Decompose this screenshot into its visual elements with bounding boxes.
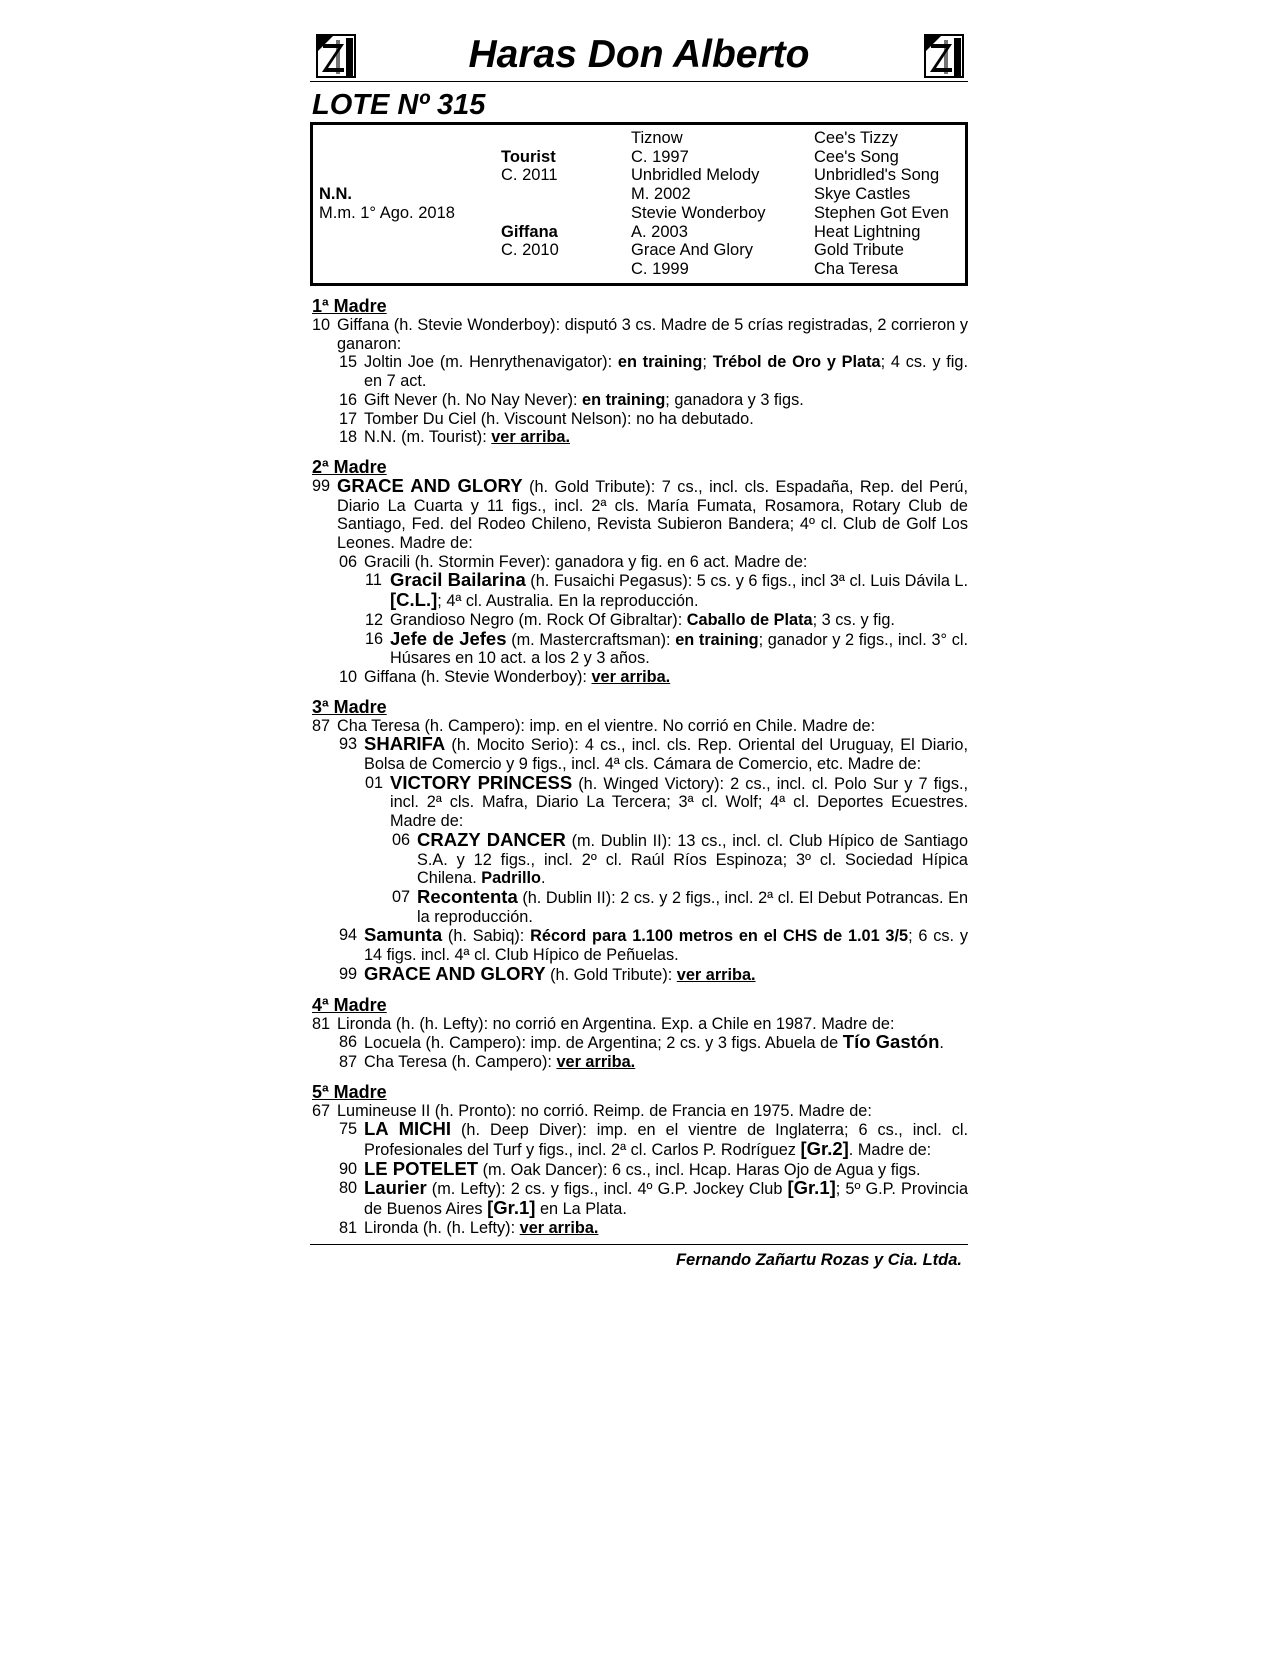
pedigree-cell — [501, 204, 631, 223]
pedigree-entry — [310, 828, 968, 888]
first-dam-section — [310, 296, 968, 447]
see-above-link: ver arriba. — [519, 1218, 599, 1237]
pedigree-row — [319, 185, 964, 204]
horse-birth: M.m. 1° Ago. 2018 — [319, 203, 455, 222]
entry-year: 99 — [339, 964, 358, 983]
pedigree-entry — [310, 627, 968, 668]
horse-name: Tío Gastón — [842, 1031, 940, 1053]
horse-name: LE POTELET — [364, 1157, 479, 1179]
entry-year: 87 — [312, 716, 331, 735]
entry-highlight: Récord para 1.100 metros en el CHS de 1.01 3/5 — [530, 927, 909, 946]
pedigree-cell: Tiznow — [631, 129, 683, 147]
horse-name: Gracil Bailarina — [390, 569, 526, 591]
entry-text: Gift Never (h. No Nay Never): — [364, 390, 583, 409]
entry-text: (m. Dublin II): 13 cs., incl. cl. Club Hípico de Santiago S.A. y 12 figs., incl. 2º cl. Raúl Ríos Espinoza; 3º cl. Sociedad Hípica Chilena. — [417, 831, 968, 888]
race-grade: [Gr.1] — [487, 1197, 536, 1219]
entry-year: 10 — [312, 316, 331, 334]
entry-highlight: en training — [617, 353, 703, 372]
see-above-link: ver arriba. — [591, 667, 671, 686]
footer-company: Fernando Zañartu Rozas y Cia. Ltda. — [675, 1250, 962, 1269]
entry-text: (h. Gold Tribute): 7 cs., incl. cls. Espadaña, Rep. del Perú, Diario La Cuarta y 11 figs., incl. 2ª cls. María Fumata, Rosamora, Rotary Club de Santiago, Fed. del Rodeo Chileno, Revista Subieron Bandera; 4º cl. Club de Golf Los Leones. Madre de: — [337, 477, 968, 553]
entry-text: . — [939, 1034, 944, 1053]
entry-text: ; — [702, 353, 713, 372]
pedigree-row — [319, 241, 964, 260]
race-grade: [C.L.] — [390, 589, 438, 611]
pedigree-cell: Cha Teresa — [814, 259, 899, 278]
pedigree-entry — [310, 571, 968, 610]
section-title: 1ª Madre — [312, 296, 387, 316]
entry-text: N.N. (m. Tourist): — [364, 428, 492, 447]
entry-text: ; 4 cs. y fig. en 7 act. — [364, 353, 968, 391]
entry-year: 87 — [339, 1052, 358, 1071]
pedigree-row — [319, 260, 964, 279]
entry-text: (h. Deep Diver): imp. en el vientre de Inglaterra; 6 cs., incl. cl. Profesionales del Turf y figs., incl. 2ª cl. Carlos P. Rodríguez — [364, 1121, 968, 1160]
zl-monogram-icon — [314, 32, 358, 80]
section-title: 5ª Madre — [312, 1081, 387, 1102]
entry-text: (m. Lefty): 2 cs. y figs., incl. 4º G.P. Jockey Club — [426, 1180, 788, 1199]
pedigree-cell — [319, 260, 501, 279]
entry-year: 16 — [365, 629, 384, 648]
pedigree-cell: Skye Castles — [814, 185, 911, 204]
entry-year: 07 — [392, 887, 411, 906]
entry-year: 17 — [339, 409, 358, 428]
entry-text: (h. Dublin II): 2 cs. y 2 figs., incl. 2ª cl. El Debut Potrancas. En la reproducción. — [417, 888, 968, 926]
entry-text: (h. Mocito Serio): 4 cs., incl. cls. Rep. Oriental del Uruguay, El Diario, Bolsa de Comercio y 9 figs., incl. 4ª cls. Cámara de Comercio, etc. Madre de: — [364, 736, 968, 774]
entry-highlight: Padrillo — [481, 869, 541, 888]
entry-text: Lumineuse II (h. Pronto): no corrió. Reimp. de Francia en 1975. Madre de: — [337, 1101, 872, 1120]
entry-year: 18 — [339, 428, 358, 447]
pedigree-cell: C. 1999 — [631, 259, 689, 278]
pedigree-cell — [319, 148, 501, 167]
entry-text: ; 4ª cl. Australia. En la reproducción. — [437, 592, 699, 611]
page-header — [310, 30, 968, 84]
horse-name: N.N. — [319, 185, 352, 204]
entry-year: 15 — [339, 353, 358, 372]
entry-year: 81 — [339, 1218, 358, 1237]
pedigree-entry — [310, 926, 968, 964]
entry-text: Locuela (h. Campero): imp. de Argentina; 2 cs. y 3 figs. Abuela de — [364, 1034, 843, 1053]
entry-highlight: en training — [582, 390, 666, 409]
header-rule — [310, 81, 968, 82]
pedigree-entry — [310, 391, 968, 410]
section-title: 3ª Madre — [312, 696, 387, 717]
entry-text: (h. Gold Tribute): — [545, 965, 677, 984]
horse-name: Samunta — [364, 924, 443, 946]
entry-text: Cha Teresa (h. Campero): imp. en el vientre. No corrió en Chile. Madre de: — [337, 716, 876, 735]
race-grade: [Gr.2] — [800, 1138, 849, 1160]
pedigree-cell — [319, 166, 501, 185]
dam-name: Giffana — [501, 222, 558, 241]
pedigree-row — [319, 148, 964, 167]
horse-name: SHARIFA — [364, 733, 446, 755]
pedigree-cell — [501, 260, 631, 279]
entry-text: Giffana (h. Stevie Wonderboy): — [364, 667, 592, 686]
entry-text: Lironda (h. (h. Lefty): no corrió en Argentina. Exp. a Chile en 1987. Madre de: — [337, 1014, 895, 1033]
pedigree-entry — [310, 962, 968, 985]
pedigree-cell: Cee's Tizzy — [814, 129, 898, 147]
pedigree-entry — [310, 1033, 968, 1053]
entry-text: ; 6 cs. y 14 figs. incl. 4ª cl. Club Hípico de Peñuelas. — [364, 927, 968, 965]
pedigree-cell: C. 2011 — [501, 166, 558, 185]
entry-year: 94 — [339, 926, 358, 945]
pedigree-cell: Unbridled Melody — [631, 166, 760, 185]
pedigree-entry — [310, 1179, 968, 1218]
pedigree-row — [319, 129, 964, 148]
fourth-dam-section — [310, 995, 968, 1072]
pedigree-cell: Stephen Got Even — [814, 203, 949, 222]
pedigree-row — [319, 223, 964, 242]
pedigree-entry — [310, 410, 968, 429]
sire-name: Tourist — [501, 147, 556, 166]
pedigree-row — [319, 204, 964, 223]
entry-highlight: Caballo de Plata — [686, 610, 813, 629]
entry-text: (h. Winged Victory): 2 cs., incl. cl. Polo Sur y 7 figs., incl. 2ª cls. Mafra, Diario La Tercera; 3ª cl. Wolf; 4ª cl. Deportes Ecuestres. Madre de: — [390, 774, 969, 831]
entry-text: Giffana (h. Stevie Wonderboy): disputó 3 cs. Madre de 5 crías registradas, 2 corrieron y ganaron: — [337, 316, 968, 353]
pedigree-entry — [310, 353, 968, 390]
zl-monogram-icon — [922, 32, 966, 80]
entry-highlight: Trébol de Oro y Plata — [712, 353, 881, 372]
pedigree-entry — [310, 428, 968, 447]
pedigree-entry — [310, 474, 968, 553]
entry-text: Tomber Du Ciel (h. Viscount Nelson): no ha debutado. — [364, 409, 754, 428]
second-dam-section — [310, 457, 968, 687]
pedigree-cell: Heat Lightning — [814, 222, 921, 241]
entry-text: (h. Sabiq): — [442, 927, 531, 946]
pedigree-entry — [310, 771, 969, 831]
entry-text: ; 3 cs. y fig. — [812, 610, 895, 629]
see-above-link: ver arriba. — [491, 428, 570, 447]
pedigree-cell — [501, 185, 631, 204]
entry-text: . Madre de: — [848, 1141, 932, 1160]
section-title: 2ª Madre — [312, 456, 387, 477]
pedigree-cell: Unbridled's Song — [814, 166, 940, 185]
entry-year: 80 — [339, 1179, 358, 1198]
entry-year: 93 — [339, 735, 358, 754]
entry-year: 99 — [312, 476, 331, 495]
section-title: 4ª Madre — [312, 994, 387, 1015]
fifth-dam-section — [310, 1082, 968, 1238]
pedigree-table — [319, 129, 964, 279]
pedigree-cell: C. 2010 — [501, 241, 559, 260]
entry-text: (m. Oak Dancer): 6 cs., incl. Hcap. Haras Ojo de Agua y figs. — [478, 1160, 921, 1179]
entry-text: Grandioso Negro (m. Rock Of Gibraltar): — [390, 610, 687, 629]
pedigree-entry — [310, 1053, 968, 1072]
pedigree-entry — [310, 735, 968, 773]
entry-year: 06 — [339, 552, 358, 571]
pedigree-entry — [310, 1120, 968, 1159]
horse-name: GRACE AND GLORY — [364, 962, 546, 984]
entry-highlight: en training — [675, 630, 759, 649]
entry-year: 11 — [365, 571, 382, 590]
lot-number: LOTE Nº 315 — [312, 89, 486, 121]
entry-year: 86 — [339, 1033, 358, 1052]
pedigree-cell — [319, 129, 501, 148]
pedigree-cell: Grace And Glory — [631, 241, 753, 260]
see-above-link: ver arriba. — [676, 965, 756, 984]
entry-year: 01 — [365, 773, 384, 792]
pedigree-cell: A. 2003 — [631, 222, 688, 241]
pedigree-entry — [310, 1219, 968, 1238]
entry-text: . — [540, 869, 546, 888]
entry-year: 75 — [339, 1120, 358, 1139]
pedigree-cell: Cee's Song — [814, 147, 899, 166]
horse-name: Jefe de Jefes — [390, 627, 507, 649]
entry-text: Cha Teresa (h. Campero): — [364, 1052, 557, 1071]
entry-year: 81 — [312, 1014, 331, 1033]
entry-text: (m. Mastercraftsman): — [506, 630, 676, 649]
entry-text: en La Plata. — [535, 1200, 627, 1219]
pedigree-cell: M. 2002 — [631, 185, 691, 204]
horse-name: GRACE AND GLORY — [337, 474, 523, 496]
entry-year: 12 — [365, 610, 384, 629]
horse-name: VICTORY PRINCESS — [390, 771, 573, 793]
pedigree-row — [319, 166, 964, 185]
pedigree-entry — [310, 316, 968, 353]
third-dam-section — [310, 697, 968, 985]
race-grade: [Gr.1] — [787, 1177, 836, 1199]
entry-text: ; ganador y 2 figs., incl. 3° cl. Húsares en 10 act. a los 2 y 3 años. — [390, 630, 968, 668]
horse-name: CRAZY DANCER — [417, 828, 566, 850]
pedigree-cell: Stevie Wonderboy — [631, 203, 766, 222]
footer-rule — [310, 1244, 968, 1245]
pedigree-entry — [310, 668, 968, 687]
see-above-link: ver arriba. — [556, 1052, 636, 1071]
pedigree-box — [310, 122, 968, 286]
page-title: Haras Don Alberto — [468, 33, 810, 76]
entry-year: 06 — [392, 830, 411, 849]
horse-name: Laurier — [364, 1177, 427, 1199]
pedigree-entry — [310, 885, 968, 926]
horse-name: Recontenta — [417, 885, 518, 907]
entry-text: Lironda (h. (h. Lefty): — [364, 1218, 520, 1237]
entry-year: 16 — [339, 390, 358, 409]
entry-year: 10 — [339, 667, 358, 686]
entry-text: ; 5º G.P. Provincia de Buenos Aires — [364, 1180, 968, 1219]
entry-year: 90 — [339, 1159, 358, 1178]
entry-text: ; ganadora y 3 figs. — [665, 390, 804, 409]
entry-text: Gracili (h. Stormin Fever): ganadora y fig. en 6 act. Madre de: — [364, 552, 808, 571]
entry-year: 67 — [312, 1101, 331, 1120]
pedigree-cell — [501, 129, 631, 148]
horse-name: LA MICHI — [364, 1118, 451, 1140]
entry-text: (h. Fusaichi Pegasus): 5 cs. y 6 figs., incl 3ª cl. Luis Dávila L. — [525, 572, 969, 591]
pedigree-cell — [319, 241, 501, 260]
catalog-page — [310, 30, 968, 1270]
pedigree-cell: Gold Tribute — [814, 241, 904, 260]
pedigree-cell — [319, 223, 501, 242]
pedigree-cell: C. 1997 — [631, 147, 689, 166]
entry-text: Joltin Joe (m. Henrythenavigator): — [364, 353, 618, 372]
